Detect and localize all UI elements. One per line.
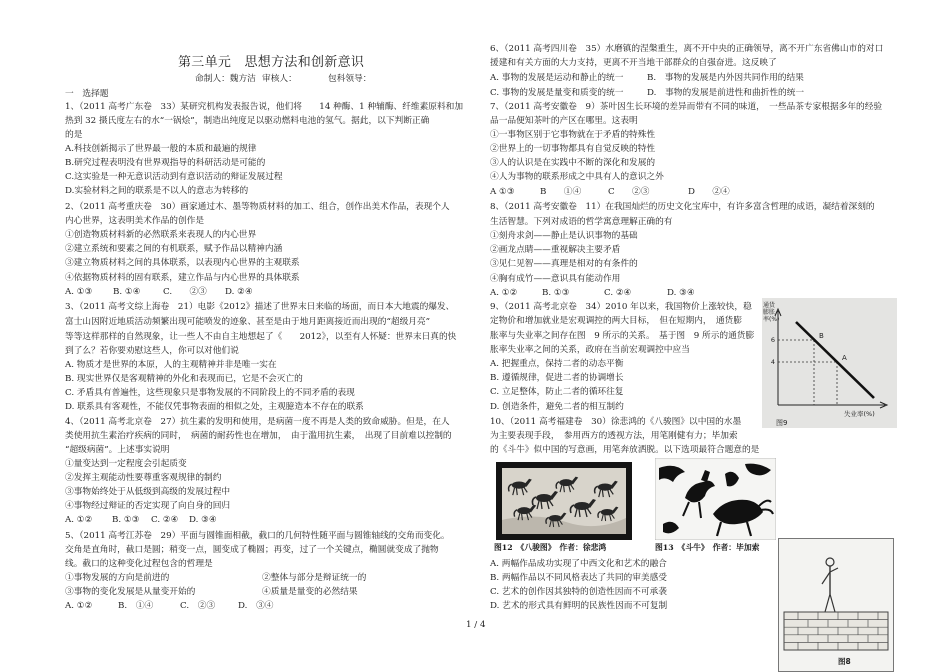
q6-stem-line: 6、（2011 高考四川卷 35）水磨镇的涅槃重生，离不开中央的正确领导，离不开广东省佛山市的对口: [490, 44, 884, 54]
q8-statement: ④胸有成竹——意识具有能动作用: [490, 274, 621, 284]
y-axis-label: 膨胀: [763, 309, 776, 316]
figure-12-caption: 图12 《八骏图》 作者：徐悲鸿: [494, 543, 607, 552]
q1-option-c: C.这实验是一种无意识活动到有意识活动的辩证发展过程: [65, 172, 283, 182]
q9-stem-line: 胀率失业率之间的关系，政府在当前宏观调控中应当: [490, 345, 690, 355]
q5-answer-d: D. ③④: [238, 601, 274, 611]
q2-answer-d: D. ②④: [225, 287, 253, 297]
q4-stem-line: 4、（2011 高考北京卷 27）抗生素的发明和使用，是病菌一度不再是人类的致命威胁。但是，在人: [65, 417, 450, 427]
q2-answer-c: C. ②③: [163, 287, 207, 297]
q4-answer-c: C. ②④: [151, 515, 179, 525]
q3-stem-line: 3、（2011 高考文综上海卷 21）电影《2012》描述了世界末日来临的场面，而日本大地震的爆发、: [65, 302, 455, 312]
y-tick-label: 4: [770, 358, 775, 366]
q7-statement: ②世界上的一切事物都具有自觉反映的特性: [490, 144, 656, 154]
q6-stem-line: 援建和有关方面的大力支持，更离不开当地干部群众的自强奋进。这反映了: [490, 58, 777, 68]
q7-statement: ③人的认识是在实践中不断的深化和发展的: [490, 158, 656, 168]
q3-option-c: C. 矛盾具有普遍性，这些现象只是事物发展的不同阶段上的不同矛盾的表现: [65, 388, 355, 398]
q4-stem-line: 类使用抗生素治疗疾病的同时， 病菌的耐药性也在增加， 由于滥用抗生素， 出现了目前难以控制的: [65, 431, 452, 441]
q9-stem-line: 定物价和增加就业是宏观调控的两大目标， 但在短期内， 通货膨: [490, 316, 742, 326]
q5-answer-c: C. ②③: [180, 601, 216, 611]
leader-credit: 包科领导：: [328, 74, 372, 84]
q3-option-d: D. 联系具有客观性，不能仅凭事物表面的相似之处，主观臆造本不存在的联系: [65, 402, 364, 412]
q7-stem-line: 7、（2011 高考安徽卷 9）茶叶因生长环境的差异而带有不同的味道， 一些品茶专家根据多年的经验: [490, 102, 883, 112]
q1-stem-line: 1、（2011 高考广东卷 33）某研究机构发表报告说，他们将 14 种酶、1 种辅酶、纤维素原料和加: [65, 102, 464, 112]
q4-statement: ③事物始终处于从低级到高级的发展过程中: [65, 487, 231, 497]
q7-answer-d: D ②④: [688, 187, 730, 197]
y-axis-label: 通货: [763, 302, 776, 309]
q5-stem-line: 5、（2011 高考江苏卷 29）平面与圆锥面相截，截口的几何特性随平面与圆锥轴线的交角而变化。: [65, 531, 450, 541]
q5-answer-b: B. ①④: [118, 601, 154, 611]
q2-stem-line: 内心世界，这表明美术作品的创作是: [65, 216, 204, 226]
q7-answer-a: A ①③: [490, 187, 515, 197]
q2-answer-b: B. ①④: [113, 287, 141, 297]
q9-option-a: A. 把握重点，保持二者的动态平衡: [490, 359, 624, 369]
figure-8-frame: [779, 539, 894, 672]
q8-stem-line: 生活智慧。下列对成语的哲学寓意理解正确的有: [490, 217, 673, 227]
q4-answer-b: B. ①③: [112, 515, 140, 525]
q5-statement: ②整体与部分是辩证统一的: [262, 573, 367, 583]
figure-12-eight-horses: [496, 462, 632, 540]
figure-9-background: [762, 298, 897, 428]
q8-stem-line: 8、（2011 高考安徽卷 11）在我国灿烂的历史文化宝库中，有许多富含哲理的成语，凝结着深刻的: [490, 202, 875, 212]
q10-stem-line: 10、（2011 高考福建卷 30）徐悲鸿的《八骏图》以中国的水墨: [490, 417, 742, 427]
reviewer-credit: 审核人：: [262, 74, 297, 84]
q5-statement: ①事物发展的方向是前进的: [65, 573, 170, 583]
q4-statement: ②发挥主观能动性要尊重客观规律的制约: [65, 473, 222, 483]
figure-9-graphic: [762, 298, 897, 428]
q10-option-d: D. 艺术的形式具有鲜明的民族性因而不可复制: [490, 601, 668, 611]
q8-statement: ③见仁见智——真理是相对的有条件的: [490, 259, 638, 269]
y-tick-label: 6: [770, 336, 775, 344]
q7-answer-b: B ①④: [540, 187, 582, 197]
q5-stem-line: 线。截口的这种变化过程包含的哲理是: [65, 559, 213, 569]
figure-8-wall-sketch: [778, 538, 894, 672]
q8-answer-a: A. ①②: [490, 288, 518, 298]
q10-option-c: C. 艺术的创作因其独特的创造性因而不可承袭: [490, 587, 667, 597]
figure-13-bullfight: [655, 458, 776, 540]
brick-wall: [784, 612, 888, 650]
q9-stem-line: 9、（2011 高考北京卷 34）2010 年以来，我国物价上涨较快，稳: [490, 302, 752, 312]
q9-option-d: D. 创造条件，避免二者的相互制约: [490, 402, 624, 412]
x-axis-label: 失业率(%): [844, 410, 875, 418]
q1-option-b: B.研究过程表明没有世界观指导的科研活动是可能的: [65, 158, 266, 168]
q8-statement: ①刻舟求剑——静止是认识事物的基础: [490, 231, 638, 241]
q8-answer-d: D. ③④: [667, 288, 695, 298]
q6-option-d: D. 事物的发展是前进性和曲折性的统一: [647, 88, 805, 98]
q3-stem-line: 等等这样那样的自然现象，让一些人不由自主地想起了《 2012》，以至有人怀疑：世界末日真的快: [65, 332, 457, 342]
q3-option-b: B. 现实世界仅是客观精神的外化和表现而已，它是不会灭亡的: [65, 374, 303, 384]
q2-statement: ②建立系统和要素之间的有机联系，赋予作品以精神内涵: [65, 244, 283, 254]
q7-answer-c: C ②③: [608, 187, 650, 197]
q8-answer-c: C. ②④: [604, 288, 632, 298]
q10-option-a: A. 两幅作品成功实现了中西文化和艺术的融合: [490, 559, 667, 569]
figure-13-caption: 图13 《斗牛》 作者：毕加索: [655, 543, 760, 552]
q5-statement: ③事物的变化发展是从量变开始的: [65, 587, 196, 597]
q5-stem-line: 交角是直角时，截口是圆；稍变一点，圆变成了椭圆；再变，过了一个关键点，椭圆就变成了抛物: [65, 545, 439, 555]
q7-statement: ①一事物区别于它事物就在于矛盾的特殊性: [490, 130, 656, 140]
q7-stem-line: 品一品便知茶叶的产区在哪里。这表明: [490, 116, 638, 126]
q2-answer-a: A. ①③: [65, 287, 93, 297]
q4-statement: ①量变达到一定程度会引起质变: [65, 459, 187, 469]
q8-answer-b: B. ①③: [542, 288, 570, 298]
q4-answer-d: D. ③④: [189, 515, 217, 525]
q6-option-b: B. 事物的发展是内外因共同作用的结果: [647, 73, 804, 83]
author-credit: 命制人：魏方洁: [195, 74, 256, 84]
q1-option-a: A.科技创新揭示了世界最一般的本质和最遍的规律: [65, 144, 257, 154]
q10-option-b: B. 两幅作品以不同风格表达了共同的审美感受: [490, 573, 667, 583]
figure-8-graphic: [778, 538, 894, 672]
point-label-b: B: [819, 332, 824, 340]
q2-statement: ④依据物质材料的固有联系，建立作品与内心世界的具体联系: [65, 273, 300, 283]
point-label-a: A: [842, 354, 847, 362]
q9-option-c: C. 立足整体，防止二者的循环往复: [490, 387, 624, 397]
q7-statement: ④人为事物的联系形成之中具有人的意识之外: [490, 172, 664, 182]
q9-stem-line: 胀率与失业率之间存在图 9 所示的关系。 基于图 9 所示的通货膨: [490, 331, 755, 341]
figure-9-inflation-unemployment: [762, 298, 897, 428]
q2-stem-line: 2、（2011 高考重庆卷 30）画家通过木、墨等物质材料的加工、组合，创作出美术作品，表现个人: [65, 202, 450, 212]
q3-stem-line: 到了么？若你要劝慰这些人，你可以对他们说: [65, 346, 239, 356]
figure-8-caption: 图8: [838, 657, 851, 666]
q10-stem-line: 为主要表现手段， 参用西方的透视方法，用笔刚健有力；毕加索: [490, 431, 738, 441]
q6-option-a: A. 事物的发展是运动和静止的统一: [490, 73, 624, 83]
figure-12-painting: [496, 462, 632, 540]
q2-statement: ③建立物质材料之间的具体联系，以表现内心世界的主观联系: [65, 258, 300, 268]
q1-stem-line: 热到 32 摄氏度左右的水“一锅烩”，制造出纯度足以驱动燃料电池的氢气。据此，以下判断正确: [65, 116, 430, 126]
q5-answer-a: A. ①②: [65, 601, 93, 611]
q10-stem-line: 的《斗牛》似中国的写意画，用笔奔放洒脱。以下选项最符合题意的是: [490, 445, 760, 455]
figure-9-caption: 图9: [776, 419, 788, 427]
q2-statement: ①创造物质材料新的必然联系来表现人的内心世界: [65, 230, 257, 240]
q3-option-a: A. 物质才是世界的本原，人的主观精神并非是唯一实在: [65, 360, 277, 370]
q4-statement: ④事物经过辩证的否定实现了向自身的回归: [65, 501, 231, 511]
q9-option-b: B. 遵循规律，促进二者的协调增长: [490, 373, 624, 383]
page-title: 第三单元 思想方法和创新意识: [178, 55, 365, 70]
q1-stem-line: 的是: [65, 130, 83, 140]
figure-13-painting: [655, 458, 776, 540]
y-axis-label: 率(%): [763, 316, 780, 323]
page-number: 1 / 4: [466, 620, 486, 630]
q3-stem-line: 富士山因附近地质活动频繁出现可能喷发的迹象、甚至是由于地月距离接近而出现的“超级月亮”: [65, 317, 431, 327]
q5-statement: ④质量是量变的必然结果: [262, 587, 358, 597]
section-heading: 一 选择题: [65, 89, 109, 99]
q1-option-d: D.实验材料之间的联系是不以人的意志为转移的: [65, 186, 249, 196]
q8-statement: ②画龙点睛——重视解决主要矛盾: [490, 245, 621, 255]
q4-stem-line: “超级病菌”。上述事实说明: [65, 445, 170, 455]
q4-answer-a: A. ①②: [65, 515, 93, 525]
q6-option-c: C. 事物的发展是量变和质变的统一: [490, 88, 624, 98]
